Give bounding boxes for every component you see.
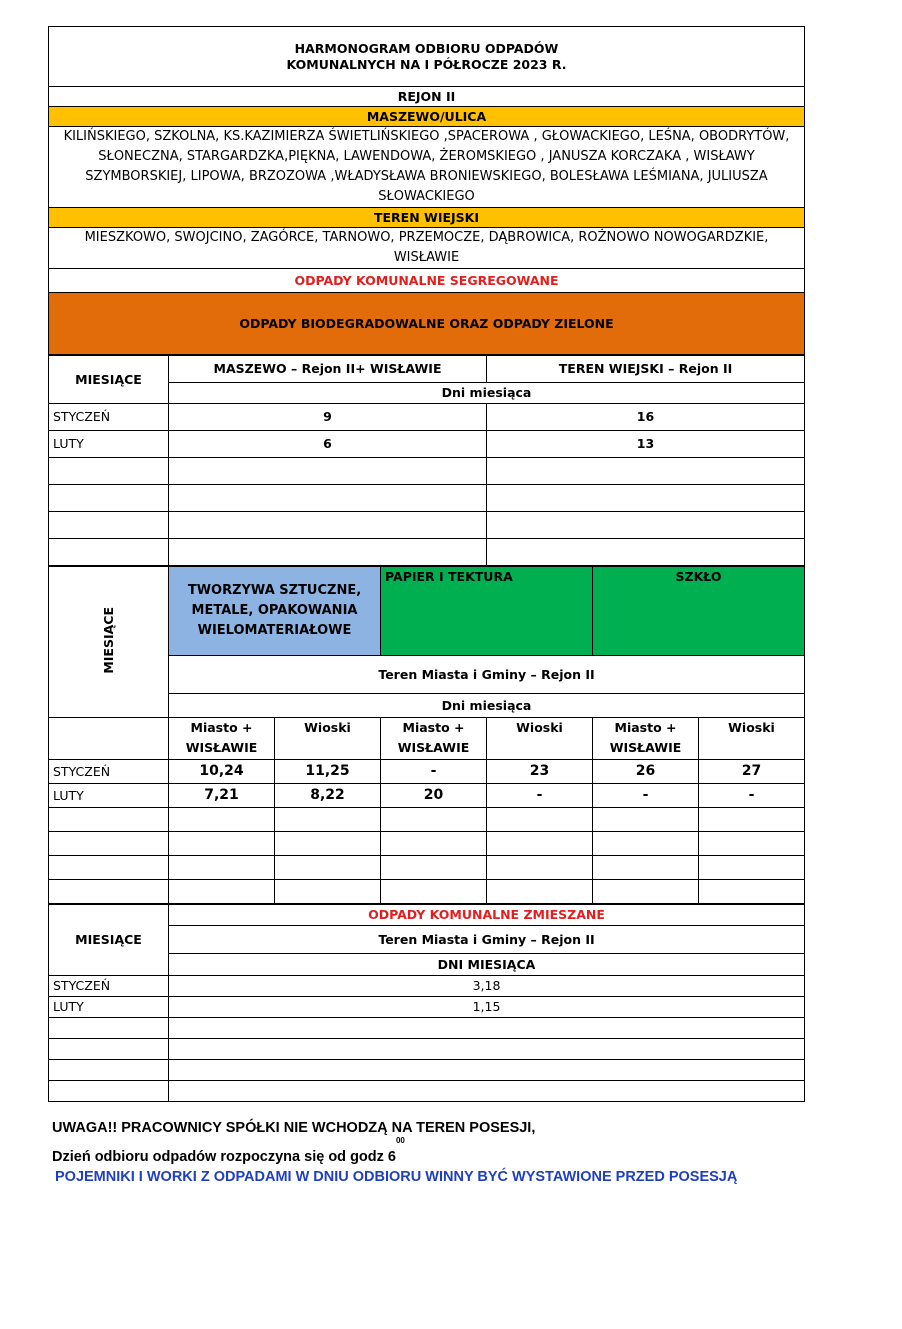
rural-area-header: TEREN WIEJSKI xyxy=(49,208,805,228)
empty-row xyxy=(49,808,805,832)
header-table xyxy=(48,26,805,355)
day-cell: 6 xyxy=(169,431,487,458)
subheader-villages: Wioski xyxy=(699,718,805,760)
bio-months-label: MIESIĄCE xyxy=(49,356,169,404)
empty-row xyxy=(49,880,805,904)
mixed-waste-header: ODPADY KOMUNALNE ZMIESZANE xyxy=(169,905,805,926)
bio-col-rural: TEREN WIEJSKI – Rejon II xyxy=(487,356,805,383)
subheader-city: Miasto + WISŁAWIE xyxy=(381,718,487,760)
start-time-text: Dzień odbioru odpadów rozpoczyna się od godz 6 xyxy=(52,1148,396,1165)
title-line-1: HARMONOGRAM ODBIORU ODPADÓW xyxy=(294,40,559,56)
table-row xyxy=(49,976,805,997)
recycling-area-label: Teren Miasta i Gminy – Rejon II xyxy=(169,656,805,694)
title-line-2: KOMUNALNYCH NA I PÓŁROCZE 2023 R. xyxy=(286,56,567,72)
day-cell: 26 xyxy=(593,760,699,784)
bio-waste-header: ODPADY BIODEGRADOWALNE ORAZ ODPADY ZIELONE xyxy=(49,293,805,355)
street-list: KILIŃSKIEGO, SZKOLNA, KS.KAZIMIERZA ŚWIETLIŃSKIEGO ,SPACEROWA , GŁOWACKIEGO, LEŚNA, OBODRYTÓW, SŁONECZNA, STARGARDZKA,PIĘKNA, LAWENDOWA, ŻEROMSKIEGO , JANUSZA KORCZAKA , WISŁAWY SZYMBORSKIEJ, LIPOWA, BRZOZOWA ,WŁADYSŁAWA BRONIEWSKIEGO, BOLESŁAWA LEŚMIANA, JULIUSZA SŁOWACKIEGO xyxy=(49,127,805,208)
recycling-months-label-cell xyxy=(49,567,169,718)
empty-row xyxy=(49,1018,805,1039)
subheader-villages: Wioski xyxy=(275,718,381,760)
recycling-table xyxy=(48,566,805,904)
month-cell: STYCZEŃ xyxy=(49,404,169,431)
month-cell: LUTY xyxy=(49,997,169,1018)
empty-row xyxy=(49,485,805,512)
day-cell: 3,18 xyxy=(169,976,805,997)
bio-days-label: Dni miesiąca xyxy=(169,383,805,404)
day-cell: 10,24 xyxy=(169,760,275,784)
table-row xyxy=(49,784,805,808)
paper-header: PAPIER I TEKTURA xyxy=(381,567,593,656)
day-cell: 20 xyxy=(381,784,487,808)
day-cell: 7,21 xyxy=(169,784,275,808)
day-cell: 27 xyxy=(699,760,805,784)
day-cell: - xyxy=(699,784,805,808)
mixed-days-label: DNI MIESIĄCA xyxy=(169,954,805,976)
table-row xyxy=(49,404,805,431)
notes-section xyxy=(52,1120,892,1185)
subheader-city: Miasto + WISŁAWIE xyxy=(169,718,275,760)
schedule-sheet xyxy=(48,26,804,1102)
day-cell: 9 xyxy=(169,404,487,431)
month-cell: STYCZEŃ xyxy=(49,976,169,997)
day-cell: - xyxy=(593,784,699,808)
mixed-area-label: Teren Miasta i Gminy – Rejon II xyxy=(169,926,805,954)
city-street-header: MASZEWO/ULICA xyxy=(49,107,805,127)
day-cell: 13 xyxy=(487,431,805,458)
glass-header: SZKŁO xyxy=(593,567,805,656)
bio-col-city: MASZEWO – Rejon II+ WISŁAWIE xyxy=(169,356,487,383)
table-row xyxy=(49,760,805,784)
day-cell: 1,15 xyxy=(169,997,805,1018)
subheader-villages: Wioski xyxy=(487,718,593,760)
plastics-metals-header: TWORZYWA SZTUCZNE, METALE, OPAKOWANIA WIELOMATERIAŁOWE xyxy=(169,567,381,656)
month-cell: LUTY xyxy=(49,431,169,458)
empty-row xyxy=(49,512,805,539)
region-label: REJON II xyxy=(49,87,805,107)
village-list: MIESZKOWO, SWOJCINO, ZAGÓRCE, TARNOWO, PRZEMOCZE, DĄBROWICA, ROŻNOWO NOWOGARDZKIE, WISŁAWIE xyxy=(49,228,805,269)
empty-row xyxy=(49,832,805,856)
recycling-months-label: MIESIĄCE xyxy=(100,606,116,674)
table-row xyxy=(49,997,805,1018)
bio-waste-table xyxy=(48,355,805,566)
recycling-days-label: Dni miesiąca xyxy=(169,694,805,718)
empty-row xyxy=(49,539,805,566)
empty-row xyxy=(49,458,805,485)
mixed-waste-table xyxy=(48,904,805,1102)
empty-row xyxy=(49,856,805,880)
empty-row xyxy=(49,1060,805,1081)
table-row xyxy=(49,431,805,458)
containers-note: POJEMNIKI I WORKI Z ODPADAMI W DNIU ODBIORU WINNY BYĆ WYSTAWIONE PRZED POSESJĄ xyxy=(55,1168,738,1185)
start-time-note xyxy=(52,1136,892,1165)
empty-row xyxy=(49,1039,805,1060)
month-cell: LUTY xyxy=(49,784,169,808)
document-title xyxy=(49,27,805,87)
day-cell: 8,22 xyxy=(275,784,381,808)
month-cell: STYCZEŃ xyxy=(49,760,169,784)
segregated-waste-header: ODPADY KOMUNALNE SEGREGOWANE xyxy=(49,269,805,293)
mixed-months-label: MIESIĄCE xyxy=(49,905,169,976)
empty-row xyxy=(49,1081,805,1102)
day-cell: 23 xyxy=(487,760,593,784)
day-cell: 11,25 xyxy=(275,760,381,784)
subheader-city: Miasto + WISŁAWIE xyxy=(593,718,699,760)
day-cell: - xyxy=(487,784,593,808)
start-time-superscript: 00 xyxy=(395,1136,405,1145)
day-cell: 16 xyxy=(487,404,805,431)
day-cell: - xyxy=(381,760,487,784)
warning-note: UWAGA!! PRACOWNICY SPÓŁKI NIE WCHODZĄ NA TEREN POSESJI, xyxy=(52,1120,536,1136)
